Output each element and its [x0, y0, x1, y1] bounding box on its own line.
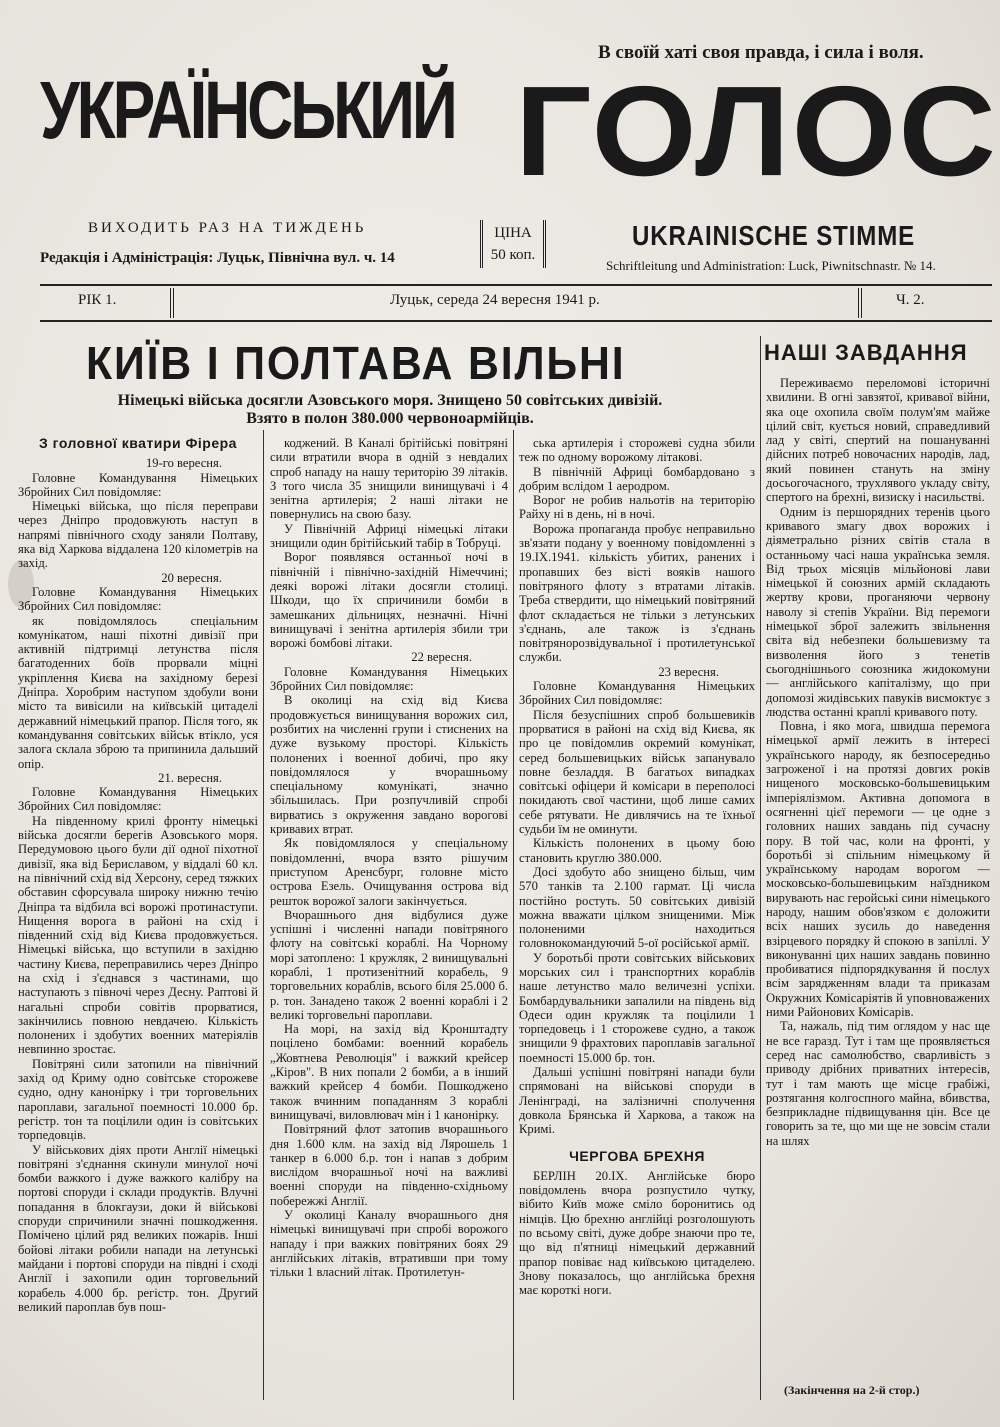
- column-separator: [760, 336, 761, 1400]
- paragraph: Головне Командування Німецьких Збройних Сил повідомляє:: [18, 584, 258, 614]
- paragraph: У Північній Африці німецькі літаки знищили один брітійський табір в Тобруці.: [270, 521, 508, 551]
- issue-number: Ч. 2.: [896, 292, 925, 308]
- editorial-address-de: Schriftleitung und Administration: Luck, Piwnitschnastr. № 14.: [606, 258, 936, 273]
- paragraph: Після безуспішних спроб большевиків прорватися в районі на схід від Києва, як про це повідомлив окремий комунікат, серед большевицьких військ запанувало повне безладдя. В багатьох випадках совітські офіцери й комісари в переполосі покидають свої частини, щоб лише самих себе рятувати. Не дивлячись на те їхньої судьби їм не оминути.: [519, 707, 755, 837]
- paragraph: Німецькі війська, що після переправи через Дніпро продовжують наступ в напрямі північного сходу заняли Полтаву, яка від Харкова віддалена 120 кілометрів на захід.: [18, 499, 258, 571]
- paragraph: Одним із першорядних теренів цього кривавого змагу двох ворожих і діяметрально різних світів стала в останньому часі наша українська земля. Від трьох місяців мільйонові лави німецької й союзних армій складають жертву крови, проганяючи червону наволу зі степів України. Від перемоги німецької зброї залежить звільнення світа від небезпеки большевизму та визволення його з тенетів сьогоднішнього союзника жидокомуни — англійського капіталізму, що при допомозі жидівських павуків висмоктує з людства останні краплі кривавого поту.: [766, 504, 990, 719]
- section-heading: З головної кватири Фірера: [39, 436, 237, 451]
- article-column-2: [270, 436, 508, 1404]
- paragraph: БЕРЛІН 20.IX. Англійське бюро повідомлень вчора розпустило чутку, вібито Київ може сміло боронитись од німців. Цю брехню англійці розголошують по всьому світі, дуже добре знаючи про те, що від п'ятниці німецький державний прапор повіває над київською цитаделею. Знову показалось, що англійська брехня має короткі ноги.: [519, 1168, 755, 1298]
- article-column-3: [519, 436, 755, 1404]
- main-headline: КИЇВ І ПОЛТАВА ВІЛЬНІ: [86, 337, 626, 389]
- paragraph: Повна, і яко мога, швидша перемога німецької армії лежить в інтересі українського народу, як безпосередньо загроженої і на протязі довгих років нищеного московсько-большевицьким імперіялізмом. Активна допомога в осягненні цієї перемоги — це одне з головних наших завдань під сучасну пору. В той час, коли на фронті, у боротьбі зі спільним німецькому й українському народам ворогом — московсько-большевицьким наїздником вирувають нас геройські сини німецького народу, нашим обов'язком є доложити всіх наших зусиль до наведення взірцевого порядку й спокою в запіллі. У виконуванні цих наших завдань повинно пробиватися підпорядкування й послух всім зарядженням влади та приказам Окружних Комісаріятів й уповноважених ними Районових Комісарів.: [766, 719, 990, 1020]
- price-box: [480, 220, 546, 268]
- issue-date: Луцьк, середа 24 вересня 1941 р.: [390, 292, 600, 308]
- newspaper-title-right: ГОЛОС: [515, 59, 998, 204]
- paragraph: В північній Африці бомбардовано з добрим вслідом 1 аеродром.: [519, 464, 755, 493]
- paragraph: Головне Командування Німецьких Збройних Сил повідомляє:: [18, 785, 258, 814]
- info-separator: [858, 288, 862, 318]
- newspaper-title-left: УКРАЇНСЬКИЙ: [40, 65, 455, 156]
- date-line: 22 вересня.: [411, 650, 472, 665]
- article-column-4: [766, 376, 990, 1380]
- column-separator: [513, 430, 514, 1400]
- date-line: 20 вересня.: [161, 570, 222, 585]
- continuation-note: (Закінчення на 2-й стор.): [784, 1383, 920, 1397]
- issue-year: РІК 1.: [78, 292, 117, 308]
- publication-frequency: ВИХОДИТЬ РАЗ НА ТИЖДЕНЬ: [88, 220, 367, 236]
- article-column-1: [18, 436, 258, 1404]
- paragraph: Та, нажаль, під тим оглядом у нас ще не все гаразд. Тут і там ще проявляється серед нас самолюбство, сварливість з приводу дрібних приватних інтересів, тут і там мають ще місце грабіжі, розтягання колгоспного майна, вбивства, безприкладне підвищування цін. Все це говорить за те, що ми ще не зовсім стали на шлях: [766, 1019, 990, 1148]
- issue-info-row: [40, 288, 992, 318]
- paragraph: На морі, на захід від Кронштадту поцілено бомбами: военний корабель „Жовтнева Революція" і важкий крейсер „Кіров". В них попали 2 бомби, а в інший важкий крейсер 4 бомби. Пошкоджено також вчинним попаданням 3 кораблі винищувачі, виловлювач мін і 1 канонірку.: [270, 1022, 508, 1122]
- date-line: 23 вересня.: [658, 664, 719, 679]
- paragraph: Досі здобуто або знищено більш, чим 570 танків та 2.100 гармат. Ці числа постійно ростуть. 50 совітських дивізій можна вважати цілком знищеними. Між полоненими находиться головнокомандуючий 5-ої російської армії.: [519, 864, 755, 951]
- top-rule: [40, 284, 992, 286]
- paragraph: Повітряний флот затопив вчорашнього дня 1.600 клм. на захід від Лярошель 1 танкер в 6.000 б.р. тон і напав з добрим вислідом вчорашньої ночі на важливі военні споруди на південно-східньому побережжі Англії.: [270, 1122, 508, 1208]
- column-separator: [263, 430, 264, 1400]
- info-separator: [170, 288, 174, 318]
- paragraph: Повітряні сили затопили на північний захід од Криму одно совітське сторожеве судно, одну канонірку і три торговельних пароплави, загальної поемності 10.000 бр. регістр. тон та поцілили один із совітських торпедовців.: [18, 1056, 258, 1143]
- paragraph: Кількість полонених в цьому бою становить круглю 380.000.: [519, 836, 755, 865]
- subhead-line-2: Взято в полон 380.000 червоноармійців.: [246, 410, 534, 427]
- paragraph: У військових діях проти Англії німецькі повітряні з'єднання скинули минулої ночі бомби важкого і дуже важкого калібру на портові споруди і склади продуктів. Влучні попадання в блокгаузи, доки й військові споруди спричинили значні пошкодження. Помічено цілий ряд великих пожарів. Інші бойові літаки робили напади на летунські майдани і портові споруди на півдні і сході Англії і захопили один торговельний корабель 4.000 бр. регістр. тон. Другий великий пароплав був пош-: [18, 1142, 258, 1314]
- paragraph: Як повідомлялося у спеціальному повідомленні, вчора взято рішучим приступом Аренсбург, головне місто острова Езель. Очищування острова від решток ворожої залоги закінчується.: [270, 836, 508, 908]
- paragraph: Головне Командування Німецьких Збройних Сил повідомляє:: [519, 679, 755, 708]
- subhead-line-1: Німецькі війська досягли Азовського моря. Знищено 50 совітських дивізій.: [117, 392, 663, 409]
- paragraph: На південному крилі фронту німецькі війська досягли берегів Азовського моря. Передумовою цього були дії одної піхотної дивізії, яка від Бериславом, у віддалі 60 кл. на північний схід від Херсону, серед тяжких обставин сфорсувала широку нижню течію Дніпра та відбила всі ворожі протинаступи. Нищення ворога в районі на схід і південний схід від Києва продовжується. Німецькі війська, що вступили в західню частину Києва, переправились через Дніпро на схід і з'єднався з частинами, що наступають з півночі через Десну. Раптові й нагальні спроби совітів прорватися, закінчились повною невдачею. Кількість полонених і здобутих военних матеріялів невпинно зростає.: [18, 813, 258, 1057]
- paragraph: Вчорашнього дня відбулися дуже успішні і численні напади повітряного флоту на совітські кораблі. На Чорному морі затоплено: 1 кружляк, 2 винищувальні кораблі, 1 протизенітний корабель, 9 торговельних кораблів, всього біля 25.000 б. р. тон. Занадено також 2 военні кораблі і 2 великі торговельні пароплави.: [270, 907, 508, 1022]
- editorial-heading: НАШІ ЗАВДАННЯ: [764, 340, 968, 365]
- paragraph: Переживаємо переломові історичні хвилини. В огні завзятої, кривавої війни, яка оце охопила своїм полум'ям майже цілий світ, кується новий, справедливий лад у світі, спертий на пошануванні дійсних потреб новочасних народів, лад, який повинен стануть на зміну досьогочасного, трухлявого укладу світу, спертого на брехні, визиску і насильстві.: [766, 376, 990, 505]
- paragraph: коджений. В Каналі брітійські повітряні сили втратили вчора в одній з невдалих спроб нападу на нашу територію 39 літаків. З того числа 35 знищили винищувачі і 4 зенітна артилерія; 2 наші літаки не повернулись на свою базу.: [270, 436, 508, 522]
- paragraph: У боротьбі проти совітських військових морських сил і транспортних кораблів наше летунство мало величезні успіхи. Бомбардувальники запалили на південь від Одеси один кружляк та поцілили 1 торпедовець і 1 сторожеве судно, а також знищили 9 фрахтових пароплавів загальної поемності 15.000 бр. тон.: [519, 950, 755, 1065]
- price-label: ЦІНА: [494, 225, 532, 241]
- editorial-address-uk: Редакція і Адміністрація: Луцьк, Північна вул. ч. 14: [40, 250, 395, 266]
- date-line: 19-го вересня.: [145, 456, 222, 471]
- main-subheadline: [40, 392, 740, 428]
- paragraph: Ворог не робив нальотів на територію Райху ні в день, ні в ночі.: [519, 493, 755, 522]
- paragraph: У околиці Каналу вчорашнього дня німецькі винищувачі при спробі ворожого нападу і при важких повітряних боях 29 англійських літаків, втративши при тому тільки 1 власний літак. Протилетун-: [270, 1208, 508, 1280]
- price-value: 50 коп.: [490, 247, 536, 263]
- section-heading: ЧЕРГОВА БРЕХНЯ: [569, 1147, 705, 1164]
- paragraph: Головне Командування Німецьких Збройних Сил повідомляє:: [18, 470, 258, 499]
- paragraph: Дальші успішні повітряні напади були спрямовані на військові споруди в Ленінграді, на залізничні сполучення довкола Брянська й Харкова, а також на Кримі.: [519, 1065, 755, 1137]
- paragraph: Ворог появлявся останньої ночі в північній і північно-західній Німеччині; деякі ворожі літаки досягли столиці. Шкоди, що їх спричинили бомби в замешканих дільницях, незначні. Нічні винищувачі і зенітна артилерія збили три ворожі бомбові літаки.: [270, 550, 508, 651]
- paragraph: Головне Командування Німецьких Збройних Сил повідомляє:: [270, 664, 508, 694]
- paragraph: ська артилерія і сторожеві судна збили теж по одному ворожому літакові.: [519, 436, 755, 465]
- date-line: 21. вересня.: [158, 770, 222, 785]
- paragraph: як повідомлялось спеціальним комунікатом, наші піхотні дивізії при активній підтримці летунства після багатоденних боїв прорвали міцні укріплення Києва на західному березі Дніпра. Хоробрим наступом здобули вони місто та вивісили на київській цитаделі державний німецький прапор. Після того, як командування совітських військ втікло, уся залога склала зброю та припинила дальший опір.: [18, 613, 258, 771]
- motto: В своїй хаті своя правда, і сила і воля.: [598, 42, 924, 63]
- paragraph: Ворожа пропаганда пробує неправильно зв'язати подану у военному повідомленні з 19.IX.1941. кількість убитих, ранених і пропавших без вісті вояків нашого повітряного флоту з втратами літаків. Треба ствердити, що німецький повітряний флот складається не тільки з летунських з'єднань, але також із з'єднань повітрянорозвідувальної і протилетунської служби.: [519, 521, 755, 665]
- newspaper-subtitle-de: UKRAINISCHE STIMME: [632, 220, 916, 251]
- paragraph: В околиці на схід від Києва продовжується винищування ворожих сил, розбитих на численні групи і стиснених на дуже вузькому просторі. Кількість полонених і военної добичі, про яку повідомлялося у вчорашньому спеціальному комунікаті, значно збільшилась. При розпучливій спробі вирватись з окруження завдано ворогові кривавих втрат.: [270, 693, 508, 837]
- bottom-rule: [40, 320, 992, 322]
